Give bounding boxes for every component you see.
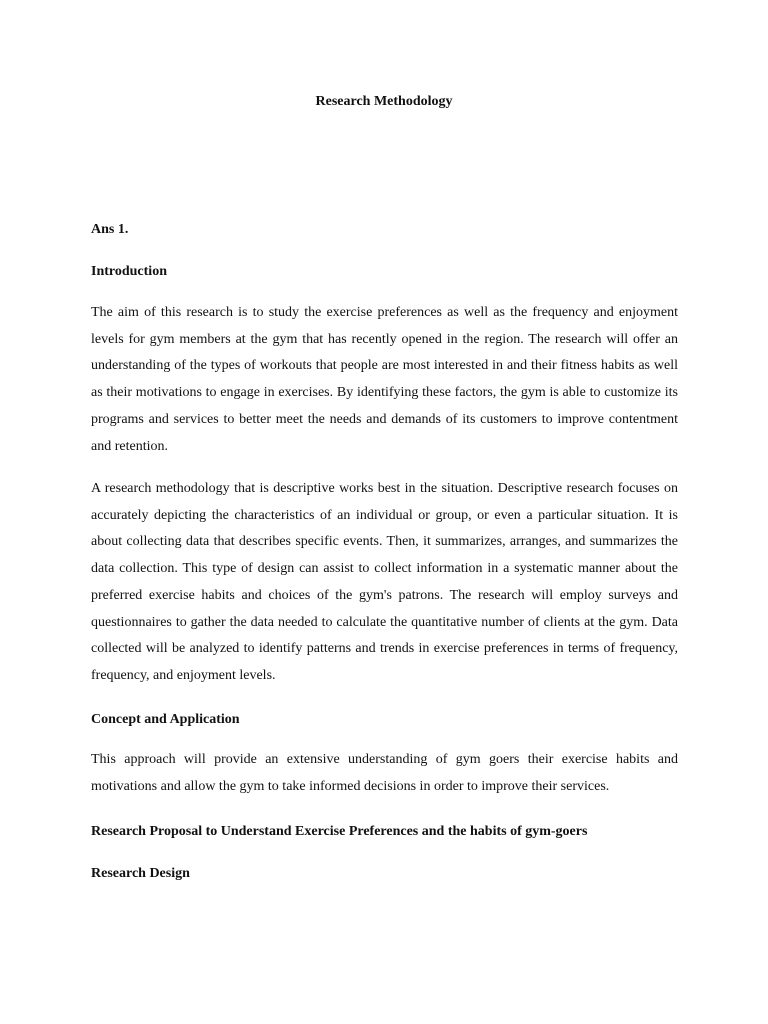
- answer-label-block: [91, 221, 678, 239]
- concept-heading-block: [91, 711, 678, 729]
- section-heading-introduction: Introduction: [91, 264, 167, 279]
- intro-paragraph-2-block: [91, 476, 678, 690]
- concept-paragraph-block: [91, 747, 678, 800]
- intro-paragraph-1: The aim of this research is to study the exercise preferences as well as the frequency and enjoyment levels for gym members at the gym that has recently opened in the region. The research will offer an understanding of the types of workouts that people are most interested in and their fitness habits as well as their motivations to engage in exercises. By identifying these factors, the gym is able to customize its programs and services to better meet the needs and demands of its customers to improve contentment and retention.: [91, 305, 678, 454]
- proposal-heading-block: [91, 823, 678, 841]
- intro-paragraph-1-block: [91, 300, 678, 460]
- introduction-heading-block: [91, 263, 678, 281]
- answer-label: Ans 1.: [91, 222, 129, 237]
- concept-paragraph: This approach will provide an extensive understanding of gym goers their exercise habits and motivations and allow the gym to take informed decisions in order to improve their services.: [91, 752, 678, 794]
- section-heading-proposal: Research Proposal to Understand Exercise Preferences and the habits of gym-goers: [91, 824, 588, 839]
- intro-paragraph-2: A research methodology that is descriptive works best in the situation. Descriptive research focuses on accurately depicting the characteristics of an individual or group, or even a particular situation. It is about collecting data that describes specific events. Then, it summarizes, arranges, and summarizes the data collection. This type of design can assist to collect information in a systematic manner about the preferred exercise habits and choices of the gym's patrons. The research will employ surveys and questionnaires to gather the data needed to calculate the quantitative number of clients at the gym. Data collected will be analyzed to identify patterns and trends in exercise preferences in terms of frequency, frequency, and enjoyment levels.: [91, 481, 678, 683]
- design-heading-block: [91, 865, 678, 883]
- section-heading-research-design: Research Design: [91, 866, 190, 881]
- document-title: Research Methodology: [315, 94, 453, 109]
- section-heading-concept: Concept and Application: [91, 712, 240, 727]
